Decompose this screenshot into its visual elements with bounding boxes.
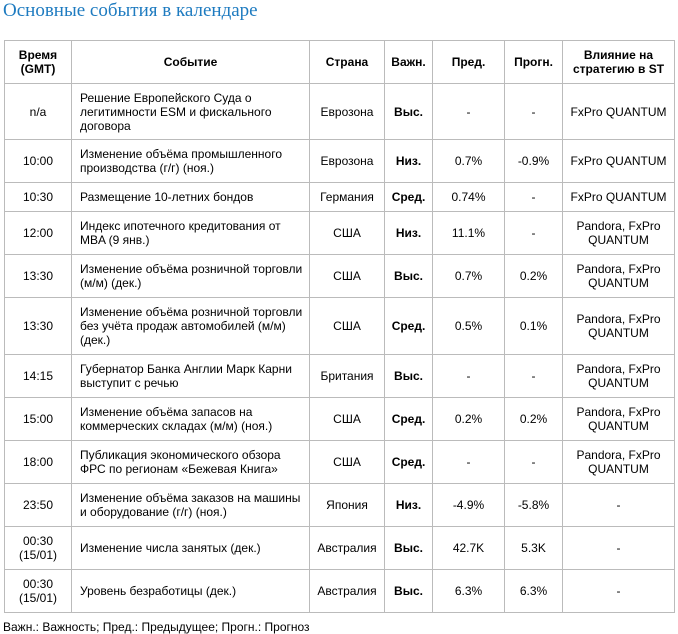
impact-cell: FxPro QUANTUM: [563, 140, 675, 183]
col-header-impact: Влияние на стратегию в ST: [563, 41, 675, 84]
event-cell: Размещение 10-летних бондов: [72, 183, 310, 212]
table-row: [5, 212, 675, 255]
importance-cell: Сред.: [385, 183, 433, 212]
previous-cell: 11.1%: [433, 212, 505, 255]
country-cell: США: [310, 212, 385, 255]
forecast-cell: 0.2%: [505, 398, 563, 441]
previous-cell: -4.9%: [433, 484, 505, 527]
time-cell: 12:00: [5, 212, 72, 255]
col-header-previous: Пред.: [433, 41, 505, 84]
forecast-cell: 0.2%: [505, 255, 563, 298]
impact-cell: -: [563, 570, 675, 613]
col-header-country: Страна: [310, 41, 385, 84]
country-cell: Австралия: [310, 527, 385, 570]
table-row: [5, 570, 675, 613]
country-cell: Еврозона: [310, 84, 385, 140]
impact-cell: Pandora, FxPro QUANTUM: [563, 255, 675, 298]
col-header-time: Время (GMT): [5, 41, 72, 84]
time-cell: 23:50: [5, 484, 72, 527]
country-cell: США: [310, 398, 385, 441]
importance-cell: Выс.: [385, 255, 433, 298]
event-cell: Индекс ипотечного кредитования от MBA (9 янв.): [72, 212, 310, 255]
forecast-cell: -: [505, 441, 563, 484]
forecast-cell: -0.9%: [505, 140, 563, 183]
previous-cell: 0.7%: [433, 140, 505, 183]
table-row: [5, 255, 675, 298]
country-cell: Еврозона: [310, 140, 385, 183]
table-row: [5, 355, 675, 398]
events-table: [4, 40, 675, 613]
impact-cell: Pandora, FxPro QUANTUM: [563, 398, 675, 441]
event-cell: Изменение объёма промышленного производства (г/г) (ноя.): [72, 140, 310, 183]
time-cell: 14:15: [5, 355, 72, 398]
event-cell: Решение Европейского Суда о легитимности ESM и фискального договора: [72, 84, 310, 140]
importance-cell: Сред.: [385, 398, 433, 441]
event-cell: Изменение объёма розничной торговли (м/м) (дек.): [72, 255, 310, 298]
header-row: [5, 41, 675, 84]
forecast-cell: -: [505, 212, 563, 255]
event-cell: Изменение объёма запасов на коммерческих складах (м/м) (ноя.): [72, 398, 310, 441]
impact-cell: FxPro QUANTUM: [563, 183, 675, 212]
previous-cell: -: [433, 355, 505, 398]
importance-cell: Сред.: [385, 298, 433, 355]
time-cell: n/a: [5, 84, 72, 140]
time-cell: 10:30: [5, 183, 72, 212]
col-header-importance: Важн.: [385, 41, 433, 84]
table-row: [5, 140, 675, 183]
table-row: [5, 441, 675, 484]
impact-cell: FxPro QUANTUM: [563, 84, 675, 140]
event-cell: Уровень безработицы (дек.): [72, 570, 310, 613]
page-title: Основные события в календаре: [3, 0, 258, 21]
importance-cell: Низ.: [385, 212, 433, 255]
previous-cell: -: [433, 84, 505, 140]
importance-cell: Выс.: [385, 527, 433, 570]
table-row: [5, 298, 675, 355]
previous-cell: 0.5%: [433, 298, 505, 355]
table-row: [5, 527, 675, 570]
forecast-cell: -5.8%: [505, 484, 563, 527]
col-header-event: Событие: [72, 41, 310, 84]
country-cell: Япония: [310, 484, 385, 527]
impact-cell: -: [563, 484, 675, 527]
impact-cell: Pandora, FxPro QUANTUM: [563, 298, 675, 355]
time-cell: 18:00: [5, 441, 72, 484]
event-cell: Изменение объёма розничной торговли без учёта продаж автомобилей (м/м) (дек.): [72, 298, 310, 355]
time-cell: 13:30: [5, 255, 72, 298]
table-row: [5, 84, 675, 140]
time-cell: 10:00: [5, 140, 72, 183]
forecast-cell: 5.3K: [505, 527, 563, 570]
country-cell: Австралия: [310, 570, 385, 613]
forecast-cell: 6.3%: [505, 570, 563, 613]
event-cell: Изменение числа занятых (дек.): [72, 527, 310, 570]
previous-cell: 42.7K: [433, 527, 505, 570]
forecast-cell: -: [505, 183, 563, 212]
col-header-forecast: Прогн.: [505, 41, 563, 84]
previous-cell: 0.7%: [433, 255, 505, 298]
forecast-cell: -: [505, 84, 563, 140]
previous-cell: 6.3%: [433, 570, 505, 613]
importance-cell: Низ.: [385, 484, 433, 527]
table-row: [5, 398, 675, 441]
previous-cell: 0.2%: [433, 398, 505, 441]
importance-cell: Сред.: [385, 441, 433, 484]
event-cell: Губернатор Банка Англии Марк Карни выступит с речью: [72, 355, 310, 398]
time-cell: 13:30: [5, 298, 72, 355]
forecast-cell: -: [505, 355, 563, 398]
event-cell: Публикация экономического обзора ФРС по регионам «Бежевая Книга»: [72, 441, 310, 484]
country-cell: США: [310, 441, 385, 484]
impact-cell: -: [563, 527, 675, 570]
time-cell: 00:30 (15/01): [5, 527, 72, 570]
impact-cell: Pandora, FxPro QUANTUM: [563, 212, 675, 255]
importance-cell: Выс.: [385, 84, 433, 140]
importance-cell: Выс.: [385, 355, 433, 398]
country-cell: США: [310, 298, 385, 355]
footnote: Важн.: Важность; Пред.: Предыдущее; Прогн.: Прогноз: [3, 620, 310, 634]
forecast-cell: 0.1%: [505, 298, 563, 355]
time-cell: 00:30 (15/01): [5, 570, 72, 613]
importance-cell: Низ.: [385, 140, 433, 183]
time-cell: 15:00: [5, 398, 72, 441]
country-cell: США: [310, 255, 385, 298]
country-cell: Британия: [310, 355, 385, 398]
country-cell: Германия: [310, 183, 385, 212]
importance-cell: Выс.: [385, 570, 433, 613]
table-row: [5, 484, 675, 527]
previous-cell: -: [433, 441, 505, 484]
previous-cell: 0.74%: [433, 183, 505, 212]
impact-cell: Pandora, FxPro QUANTUM: [563, 355, 675, 398]
event-cell: Изменение объёма заказов на машины и оборудование (г/г) (ноя.): [72, 484, 310, 527]
table-row: [5, 183, 675, 212]
impact-cell: Pandora, FxPro QUANTUM: [563, 441, 675, 484]
